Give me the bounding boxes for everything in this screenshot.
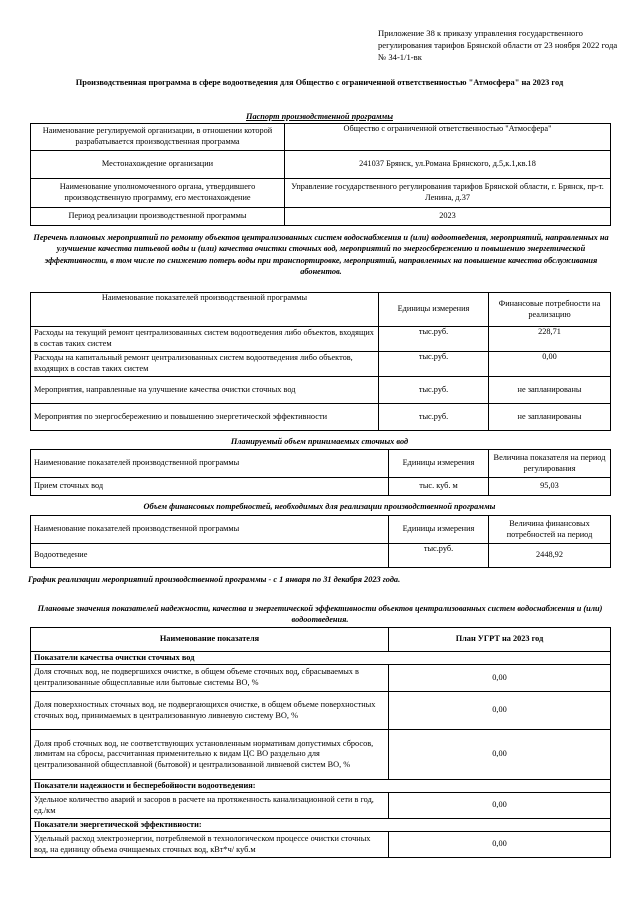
table-header-row [31, 628, 611, 652]
schedule-note: График реализации мероприятий производственной программы - с 1 января по 31 декабря 2023 года. [28, 575, 401, 584]
column-header: План УГРТ на 2023 год [389, 628, 611, 652]
passport-row [31, 179, 611, 208]
passport-table [30, 123, 611, 226]
table-row [31, 377, 611, 404]
finance-value: 2448,92 [489, 544, 611, 568]
indicator-name: Удельное количество аварий и засоров в расчете на протяженность канализационной сети в год, ед./км [31, 793, 389, 819]
indicator-value: 0,00 [389, 730, 611, 780]
passport-row [31, 208, 611, 226]
table-row [31, 730, 611, 780]
table-header-row [31, 516, 611, 544]
table-row [31, 478, 611, 496]
volume-table [30, 449, 611, 496]
passport-title: Паспорт производственной программы [246, 112, 393, 121]
indicator-name: Доля поверхностных сточных вод, не подвергающихся очистке, в общем объеме поверхностных сточных вод, принимаемых в централизованную ливневую систему ВО, % [31, 692, 389, 730]
indicator-value: 0,00 [389, 793, 611, 819]
table-row [31, 692, 611, 730]
column-header: Величина финансовых потребностей на период [489, 516, 611, 544]
measure-name: Расходы на капитальный ремонт централизованных систем водоотведения либо объектов, входящих в состав таких систем [31, 352, 379, 377]
finance-title: Объем финансовых потребностей, необходимых для реализации производственной программы [143, 502, 496, 511]
indicator-value: 0,00 [389, 832, 611, 858]
passport-label: Наименование регулируемой организации, в отношении которой разрабатывается производственная программа [31, 124, 285, 151]
indicator-name: Удельный расход электроэнергии, потребляемой в технологическом процессе очистки сточных вод, на единицу объема очищаемых сточных вод, кВт*ч/ куб.м [31, 832, 389, 858]
measure-name: Мероприятия по энергосбережению и повышению энергетической эффективности [31, 404, 379, 431]
passport-label: Период реализации производственной программы [31, 208, 285, 226]
indicator-value: 0,00 [389, 692, 611, 730]
table-row [31, 544, 611, 568]
section-header-row [31, 780, 611, 793]
column-header: Наименование показателей производственной программы [31, 516, 389, 544]
column-header: Финансовые потребности на реализацию [489, 293, 611, 327]
passport-label: Наименование уполномоченного органа, утвердившего производственную программу, его местонахождение [31, 179, 285, 208]
measure-value: не запланированы [489, 377, 611, 404]
column-header: Единицы измерения [379, 293, 489, 327]
annex-note: Приложение 38 к приказу управления государственного регулирования тарифов Брянской области от 23 ноября 2022 года № 34-1/1-вк [378, 28, 618, 62]
measure-value: не запланированы [489, 404, 611, 431]
column-header: Единицы измерения [389, 450, 489, 478]
passport-value: Общество с ограниченной ответственностью "Атмосфера" [285, 124, 611, 151]
passport-row [31, 124, 611, 151]
indicator-value: 0,00 [389, 665, 611, 692]
program-title: Производственная программа в сфере водоотведения для Общество с ограниченной ответственностью "Атмосфера" на 2023 год [75, 78, 564, 87]
volume-name: Прием сточных вод [31, 478, 389, 496]
measure-value: 228,71 [489, 327, 611, 352]
reliability-title: Плановые значения показателей надежности, качества и энергетической эффективности объектов централизованных систем водоснабжения и (или) водоотведения. [37, 604, 603, 625]
section-header-row [31, 819, 611, 832]
column-header: Наименование показателей производственной программы [31, 450, 389, 478]
finance-name: Водоотведение [31, 544, 389, 568]
indicator-name: Доля сточных вод, не подвергшихся очистке, в общем объеме сточных вод, сбрасываемых в централизованные общесплавные или бытовые системы ВО, % [31, 665, 389, 692]
table-row [31, 404, 611, 431]
measure-unit: тыс.руб. [379, 377, 489, 404]
passport-row [31, 151, 611, 179]
volume-title: Планируемый объем принимаемых сточных вод [230, 437, 409, 446]
measure-name: Мероприятия, направленные на улучшение качества очистки сточных вод [31, 377, 379, 404]
passport-value: Управление государственного регулирования тарифов Брянской области, г. Брянск, пр-т. Ленина, д.37 [285, 179, 611, 208]
finance-table [30, 515, 611, 568]
measure-unit: тыс.руб. [379, 404, 489, 431]
measure-value: 0,00 [489, 352, 611, 377]
measures-table [30, 292, 611, 431]
section-header: Показатели энергетической эффективности: [31, 819, 611, 832]
column-header: Единицы измерения [389, 516, 489, 544]
reliability-table [30, 627, 611, 858]
column-header: Наименование показателей производственной программы [31, 293, 379, 327]
column-header: Величина показателя на период регулирования [489, 450, 611, 478]
passport-value: 2023 [285, 208, 611, 226]
measure-unit: тыс.руб. [379, 352, 489, 377]
measure-name: Расходы на текущий ремонт централизованных систем водоотведения либо объектов, входящих в состав таких систем [31, 327, 379, 352]
table-header-row [31, 450, 611, 478]
table-row [31, 832, 611, 858]
volume-value: 95,03 [489, 478, 611, 496]
indicator-name: Доля проб сточных вод, не соответствующих установленным нормативам допустимых сбросов, лимитам на сбросы, рассчитанная применительно к видам ЦС ВО раздельно для централизованной общесплавной (бытовой) и централизованной ливневой систем ВО, % [31, 730, 389, 780]
table-row [31, 352, 611, 377]
column-header: Наименование показателя [31, 628, 389, 652]
passport-value: 241037 Брянск, ул.Романа Брянского, д.5,к.1,кв.18 [285, 151, 611, 179]
section-header-row [31, 652, 611, 665]
section-header: Показатели качества очистки сточных вод [31, 652, 611, 665]
section-header: Показатели надежности и бесперебойности водоотведения: [31, 780, 611, 793]
finance-unit: тыс.руб. [389, 544, 489, 568]
table-header-row [31, 293, 611, 327]
measure-unit: тыс.руб. [379, 327, 489, 352]
measures-paragraph: Перечень плановых мероприятий по ремонту объектов централизованных систем водоснабжения и (или) водоотведения, мероприятий, направленных на улучшение качества питьевой воды и (или) качества очистки сточных вод, мероприятий по энергосбережению и повышению энергетической эффективности, в том числе по снижению потерь воды при транспортировке, мероприятий, направленных на повышение качества обслуживания абонентов. [33, 233, 609, 276]
passport-label: Местонахождение организации [31, 151, 285, 179]
table-row [31, 327, 611, 352]
volume-unit: тыс. куб. м [389, 478, 489, 496]
table-row [31, 665, 611, 692]
table-row [31, 793, 611, 819]
